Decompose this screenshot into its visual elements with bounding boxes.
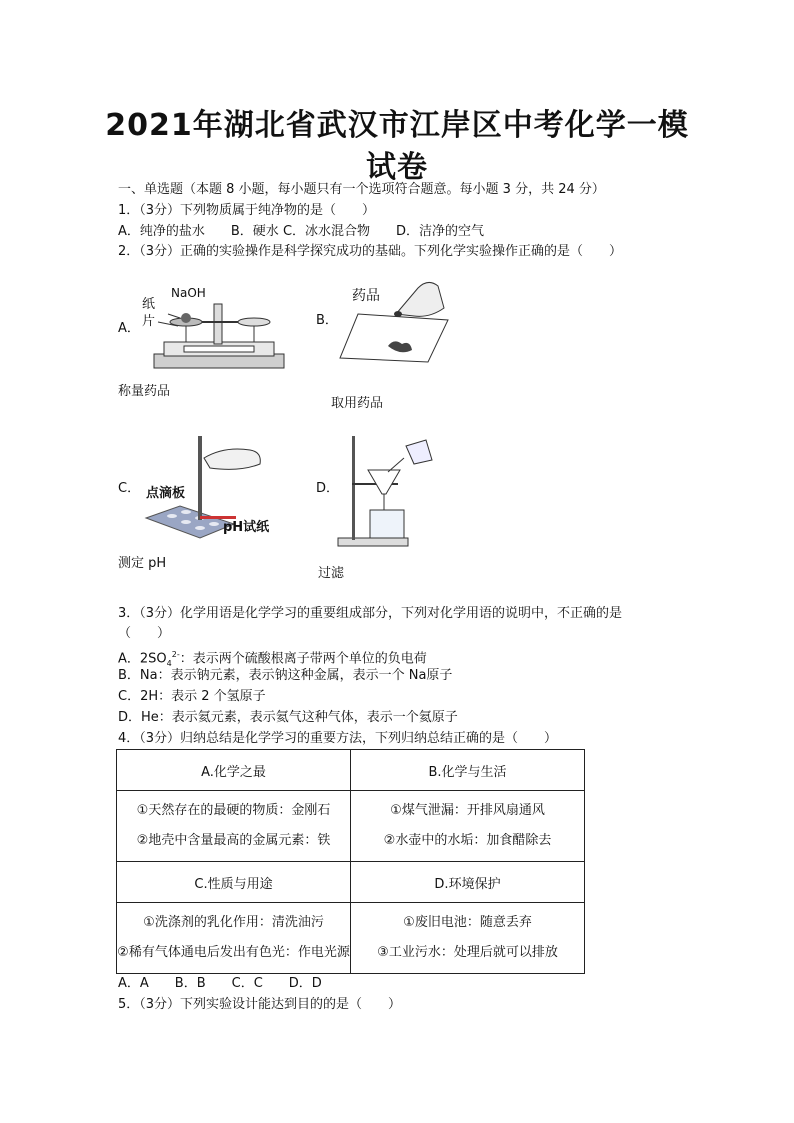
q3-a-prefix: A．2SO [118, 651, 167, 667]
table-b-item-2: ②水壶中的水垢：加食醋除去 [383, 833, 552, 848]
table-header-b: B.化学与生活 [351, 750, 585, 791]
q3-stem: 3．（3分）化学用语是化学学习的重要组成部分，下列对化学用语的说明中，不正确的是 [118, 606, 623, 621]
document-title-line2: 试卷 [366, 150, 428, 185]
table-a-item-1: ①天然存在的最硬的物质：金刚石 [136, 803, 331, 818]
q2-option-c-caption: 测定 pH [118, 556, 167, 571]
q4-options: A．A B．B C．C D．D [118, 976, 322, 991]
q1-options: A．纯净的盐水 B．硬水 C．冰水混合物 D．洁净的空气 [118, 224, 485, 239]
paper-label-2: 片 [142, 314, 156, 329]
table-cell-c [117, 903, 351, 974]
naoh-label: NaOH [171, 286, 206, 300]
table-d-item-2: ③工业污水：处理后就可以排放 [377, 945, 558, 960]
q3-stem-cont: （ ） [118, 626, 171, 641]
q3-option-d: D．He：表示氦元素，表示氦气这种气体，表示一个氦原子 [118, 710, 458, 725]
spot-plate-label: 点滴板 [146, 486, 186, 501]
q3-a-sub: 4 [166, 658, 172, 668]
q2-option-c-letter: C． [118, 481, 141, 496]
table-header-a: A.化学之最 [117, 750, 351, 791]
q2-option-a-caption: 称量药品 [118, 384, 171, 399]
filtration-figure [334, 434, 444, 550]
table-cell-a [117, 791, 351, 862]
table-c-item-1: ①洗涤剂的乳化作用：清洗油污 [143, 915, 324, 930]
table-c-item-2: ②稀有气体通电后发出有色光：作电光源 [117, 945, 350, 960]
q2-option-d-caption: 过滤 [318, 566, 345, 581]
q3-a-rest: ：表示两个硫酸根离子带两个单位的负电荷 [179, 651, 427, 667]
reagent-label: 药品 [352, 288, 380, 304]
paper-label-1: 纸 [142, 297, 156, 312]
q2-stem: 2．（3分）正确的实验操作是科学探究成功的基础。下列化学实验操作正确的是（ ） [118, 244, 623, 259]
q3-a-sup: 2- [171, 650, 180, 659]
q1-stem: 1．（3分）下列物质属于纯净物的是（ ） [118, 203, 376, 218]
q3-option-c: C．2H：表示 2 个氢原子 [118, 689, 266, 704]
q2-option-a-letter: A． [118, 321, 140, 336]
table-cell-d [351, 903, 585, 974]
ph-paper-label: pH试纸 [223, 520, 270, 535]
q4-stem: 4．（3分）归纳总结是化学学习的重要方法，下列归纳总结正确的是（ ） [118, 731, 558, 746]
section-heading: 一、单选题（本题 8 小题，每小题只有一个选项符合题意。每小题 3 分，共 24 分） [118, 182, 605, 197]
q4-summary-table [116, 749, 585, 974]
document-title-line1: 2021年湖北省武汉市江岸区中考化学一模 [105, 108, 689, 143]
q2-option-d-letter: D． [316, 481, 340, 496]
table-header-c: C.性质与用途 [117, 862, 351, 903]
q2-option-b-caption: 取用药品 [331, 396, 384, 411]
table-d-item-1: ①废旧电池：随意丢弃 [403, 915, 532, 930]
q5-stem: 5．（3分）下列实验设计能达到目的的是（ ） [118, 997, 402, 1012]
balance-figure [134, 282, 294, 378]
q2-option-b-letter: B． [316, 313, 338, 328]
table-a-item-2: ②地壳中含量最高的金属元素：铁 [136, 833, 331, 848]
table-header-d: D.环境保护 [351, 862, 585, 903]
table-cell-b [351, 791, 585, 862]
q3-option-b: B．Na：表示钠元素，表示钠这种金属，表示一个 Na原子 [118, 668, 453, 683]
table-b-item-1: ①煤气泄漏：开排风扇通风 [390, 803, 545, 818]
